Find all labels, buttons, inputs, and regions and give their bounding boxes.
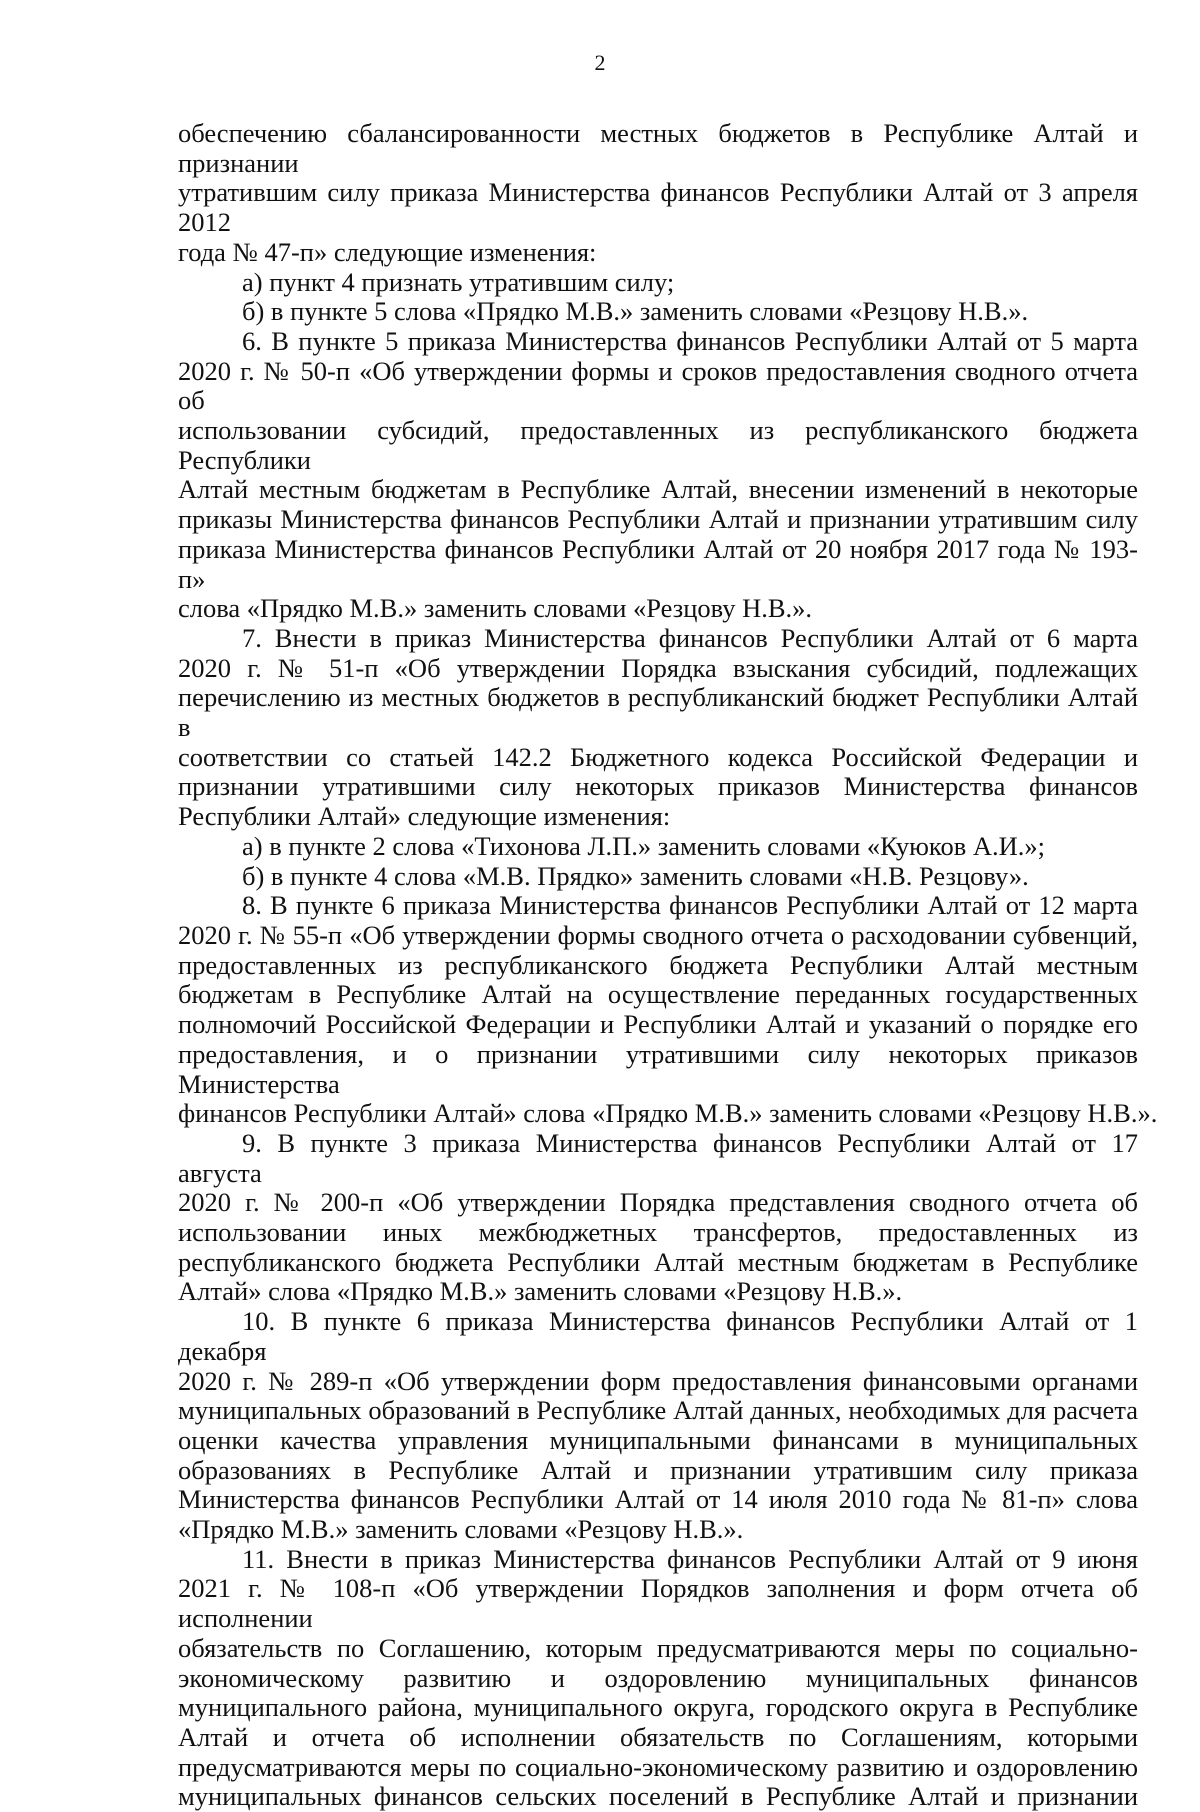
text-line: 9. В пункте 3 приказа Министерства финансов Республики Алтай от 17 августа (178, 1127, 1138, 1188)
text-line: б) в пункте 5 слова «Прядко М.В.» заменить словами «Резцову Н.В.». (242, 296, 1029, 327)
item-10 (178, 1307, 1138, 1545)
text-line: предусматриваются меры по социально-экономическому развитию и оздоровлению (178, 1751, 1138, 1782)
item-6 (178, 327, 1138, 624)
sub-item-b (178, 862, 1138, 892)
paragraph-continuation (178, 119, 1138, 268)
text-line: 2020 г. № 289-п «Об утверждении форм предоставления финансовыми органами (178, 1365, 1138, 1396)
text-line: бюджетам в Республике Алтай на осуществление переданных государственных (178, 979, 1138, 1010)
text-line: использовании субсидий, предоставленных из республиканского бюджета Республики (178, 415, 1138, 475)
text-line: экономическому развитию и оздоровлению муниципальных финансов (178, 1662, 1138, 1693)
text-line: «Прядко М.В.» заменить словами «Резцову Н.В.». (178, 1514, 744, 1545)
text-line: приказа Министерства финансов Республики Алтай от 20 ноября 2017 года № 193-п» (178, 533, 1138, 594)
text-line: 8. В пункте 6 приказа Министерства финансов Республики Алтай от 12 марта (242, 890, 1138, 921)
text-line: 6. В пункте 5 приказа Министерства финансов Республики Алтай от 5 марта (242, 325, 1138, 356)
text-line: утратившим силу приказа Министерства финансов Республики Алтай от 3 апреля 2012 (178, 177, 1138, 238)
text-line: обеспечению сбалансированности местных бюджетов в Республике Алтай и признании (178, 118, 1138, 178)
item-7 (178, 624, 1138, 832)
text-line: муниципальных финансов сельских поселений в Республике Алтай и признании (178, 1781, 1138, 1812)
text-line: обязательств по Соглашению, которым предусматриваются меры по социально- (178, 1632, 1138, 1663)
text-line: приказы Министерства финансов Республики Алтай и признании утратившим силу (178, 504, 1138, 535)
item-8 (178, 890, 1158, 1129)
text-line: предоставления, и о признании утратившими силу некоторых приказов Министерства (178, 1038, 1138, 1099)
text-line: предоставленных из республиканского бюджета Республики Алтай местным (178, 949, 1138, 980)
text-line: 2021 г. № 108-п «Об утверждении Порядков заполнения и форм отчета об исполнении (178, 1573, 1138, 1634)
sub-item-a (178, 268, 1138, 298)
text-line: 11. Внести в приказ Министерства финансов Республики Алтай от 9 июня (242, 1543, 1138, 1574)
text-line: 2020 г. № 200-п «Об утверждении Порядка представления сводного отчета об (178, 1187, 1138, 1218)
text-line: Республики Алтай» следующие изменения: (178, 801, 671, 832)
text-line: года № 47-п» следующие изменения: (178, 236, 597, 267)
item-9 (178, 1129, 1138, 1307)
text-line: Министерства финансов Республики Алтай от 14 июля 2010 года № 81-п» слова (178, 1484, 1138, 1515)
text-line: а) в пункте 2 слова «Тихонова Л.П.» заменить словами «Куюков А.И.»; (242, 830, 1045, 861)
text-line: признании утратившими силу некоторых приказов Министерства финансов (178, 771, 1138, 802)
text-line: финансов Республики Алтай» слова «Прядко М.В.» заменить словами «Резцову Н.В.». (178, 1098, 1158, 1129)
text-line: Алтай и отчета об исполнении обязательств по Соглашениям, которыми (178, 1721, 1138, 1752)
text-line: образованиях в Республике Алтай и признании утратившим силу приказа (178, 1454, 1138, 1485)
text-line: 10. В пункте 6 приказа Министерства финансов Республики Алтай от 1 декабря (178, 1306, 1138, 1366)
sub-item-a (178, 832, 1138, 862)
text-line: Алтай местным бюджетам в Республике Алтай, внесении изменений в некоторые (178, 474, 1138, 505)
text-line: муниципальных образований в Республике Алтай данных, необходимых для расчета (178, 1395, 1138, 1426)
page-number: 2 (594, 50, 606, 75)
sub-item-b (178, 297, 1138, 327)
text-line: слова «Прядко М.В.» заменить словами «Резцову Н.В.». (178, 593, 813, 624)
text-line: а) пункт 4 признать утратившим силу; (242, 266, 675, 297)
item-11 (178, 1545, 1138, 1812)
text-line: 7. Внести в приказ Министерства финансов Республики Алтай от 6 марта (242, 622, 1138, 653)
text-line: 2020 г. № 51-п «Об утверждении Порядка взыскания субсидий, подлежащих (178, 652, 1138, 683)
text-line: использовании иных межбюджетных трансфертов, предоставленных из (178, 1217, 1138, 1248)
text-line: полномочий Российской Федерации и Республики Алтай и указаний о порядке его (178, 1009, 1138, 1040)
text-line: 2020 г. № 55-п «Об утверждении формы сводного отчета о расходовании субвенций, (178, 919, 1138, 950)
document-body (178, 118, 1158, 1812)
text-line: оценки качества управления муниципальными финансами в муниципальных (178, 1424, 1138, 1455)
text-line: б) в пункте 4 слова «М.В. Прядко» заменить словами «Н.В. Резцову». (242, 860, 1029, 891)
text-line: муниципального района, муниципального округа, городского округа в Республике (178, 1692, 1138, 1723)
text-line: 2020 г. № 50-п «Об утверждении формы и сроков предоставления сводного отчета об (178, 355, 1138, 416)
text-line: перечислению из местных бюджетов в республиканский бюджет Республики Алтай в (178, 682, 1138, 743)
text-line: республиканского бюджета Республики Алтай местным бюджетам в Республике (178, 1246, 1138, 1277)
text-line: Алтай» слова «Прядко М.В.» заменить словами «Резцову Н.В.». (178, 1276, 903, 1307)
text-line: соответствии со статьей 142.2 Бюджетного кодекса Российской Федерации и (178, 741, 1138, 772)
